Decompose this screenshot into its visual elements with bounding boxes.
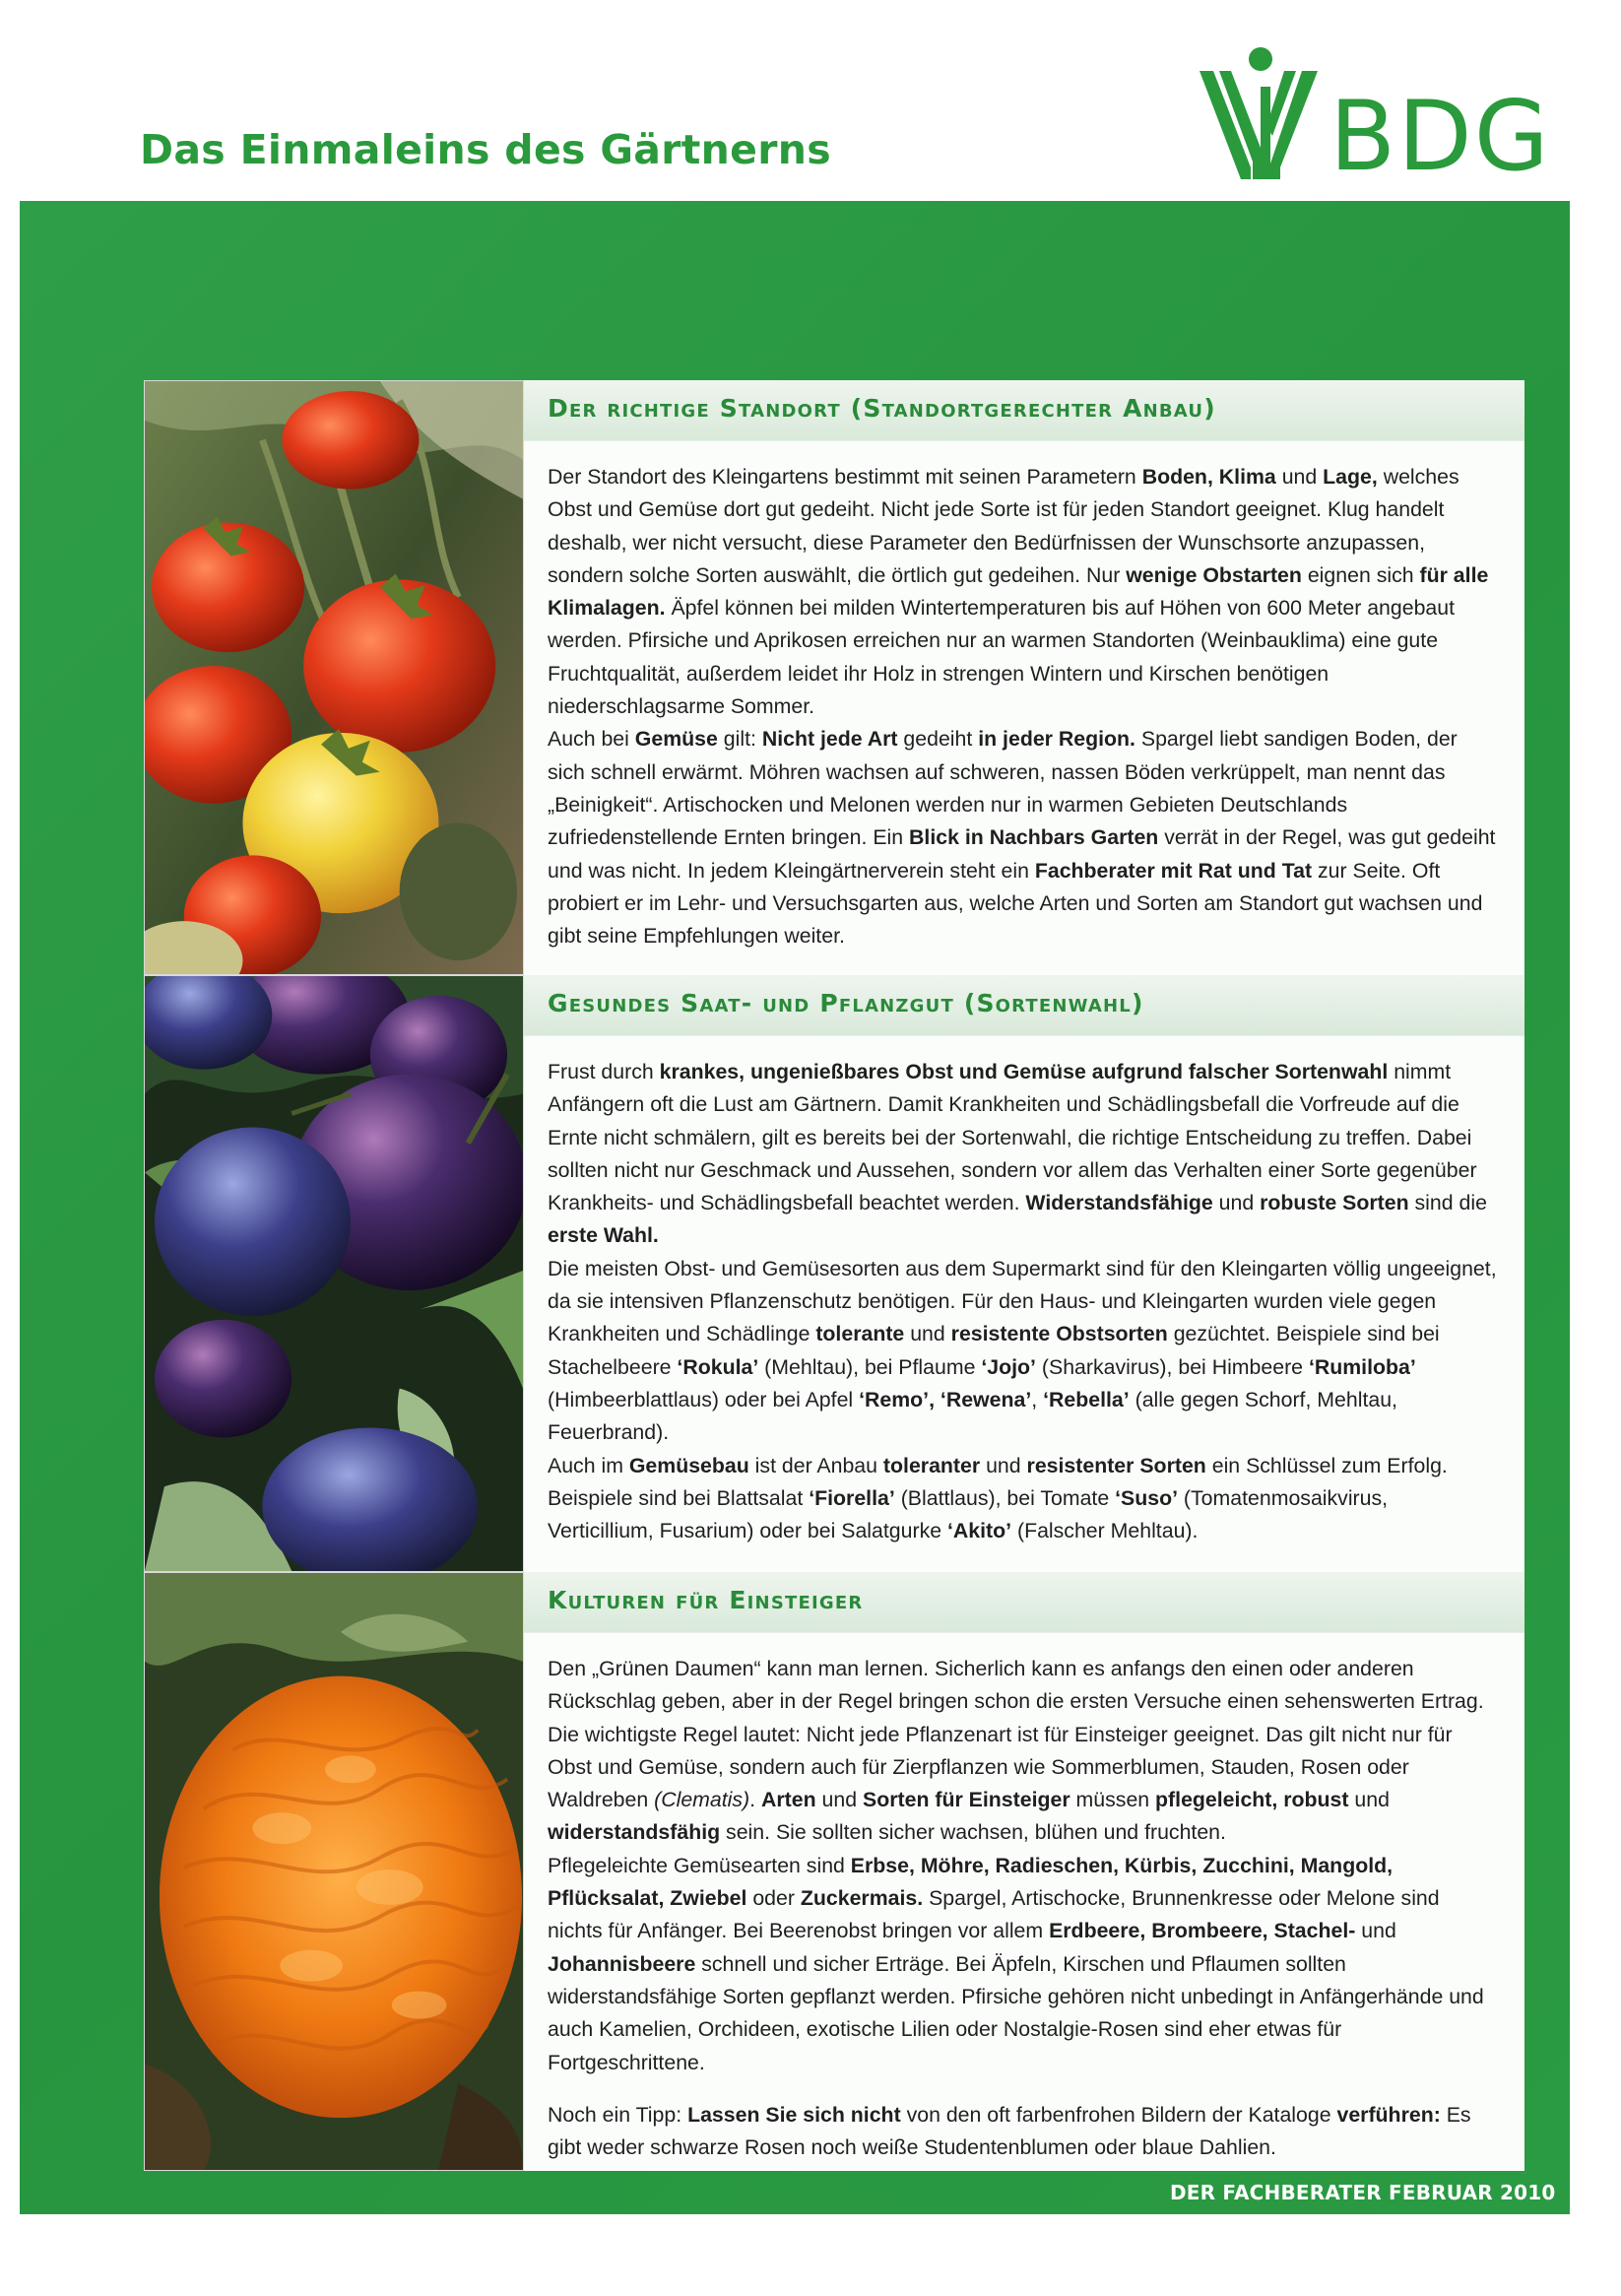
text-run: sind die (1408, 1191, 1487, 1215)
text-run: Spargel, Artischocke, Brunnenkresse oder Melone sind nichts für Anfänger. Bei Beerenobst bringen vor allem (548, 1886, 1440, 1943)
text-run: verrät in der Regel, was gut gedeiht und was nicht. In jedem Kleingärtnerverein steht ein (548, 825, 1496, 883)
bold-text: Johannisbeere (548, 1951, 696, 1976)
text-run: und (1348, 1788, 1390, 1812)
bold-text: Lage, (1323, 465, 1378, 489)
section-body (524, 1036, 1524, 1547)
tomatoes-photo (144, 380, 524, 975)
text-run: müssen (1070, 1788, 1156, 1812)
bold-text: Lassen Sie sich nicht (687, 2102, 901, 2127)
bold-text: Nicht jede Art (761, 727, 898, 752)
section-body (524, 1633, 1524, 2164)
logo-text: BDG (1329, 81, 1551, 193)
text-run: und (904, 1322, 951, 1346)
text-run: gilt: (717, 727, 762, 752)
text-run: ist der Anbau (748, 1453, 883, 1477)
marigold-photo (144, 1572, 524, 2171)
paragraph (548, 2099, 1499, 2165)
text-run: (Sharkavirus), bei Himbeere (1035, 1354, 1309, 1379)
bold-text: ‘Remo’, ‘Rewena’ (859, 1387, 1032, 1411)
bold-text: tolerante (815, 1322, 905, 1346)
text-run: Es gibt weder schwarze Rosen noch weiße Studentenblumen oder blaue Dahlien. (548, 2102, 1471, 2160)
section-standort (144, 380, 1524, 975)
bold-text: Erbse, Möhre, Radieschen, Kürbis, Zucchini, Mangold, Pflücksalat, Zwiebel (548, 1853, 1394, 1911)
bold-text: Fachberater mit Rat und Tat (1034, 858, 1313, 883)
content-card (144, 380, 1524, 2171)
bold-text: ‘Rebella’ (1043, 1387, 1130, 1411)
text-run: zur Seite. Oft probiert er im Lehr- und Versuchsgarten aus, welche Arten und Sorten am Standort gut wachsen und gibt seine Empfehlungen weiter. (548, 858, 1483, 949)
bold-text: toleranter (882, 1453, 981, 1477)
bold-text: Sorten für Einsteiger (863, 1788, 1070, 1812)
bold-text: ‘Suso’ (1115, 1485, 1179, 1510)
text-run: Spargel liebt sandigen Boden, der sich schnell erwärmt. Möhren wachsen auf schweren, nassen Böden verkrüppelt, man nennt das „Beinigkeit“. Artischocken und Melonen werden nur in warmen Gebieten Deutschlands zufriedenstellende Ernten bringen. Ein (548, 727, 1458, 850)
section-heading: Gesundes Saat- und Pflanzgut (Sortenwahl) (524, 975, 1524, 1036)
section-sortenwahl (144, 975, 1524, 1572)
text-run: Der Standort des Kleingartens bestimmt mit seinen Parametern (548, 465, 1142, 489)
paragraph (548, 723, 1499, 952)
bold-text: krankes, ungenießbares Obst und Gemüse aufgrund falscher Sortenwahl (659, 1060, 1389, 1083)
text-run: (Clematis) (654, 1788, 750, 1812)
text-run: und (980, 1453, 1027, 1477)
text-run: ein Schlüssel zum Erfolg. Beispiele sind bei Blattsalat (548, 1453, 1448, 1510)
section-einsteiger (144, 1572, 1524, 2171)
text-run: Äpfel können bei milden Wintertemperaturen bis auf Höhen von 600 Meter angebaut werden. Pfirsiche und Aprikosen erreichen nur an warmen Standorten (Weinbauklima) eine gute Fruchtqualität, außerdem leidet ihr Holz in strengen Wintern und Kirschen benötigen niederschlagsarme Sommer. (548, 596, 1456, 719)
bdg-logo-mark-icon (1192, 41, 1329, 189)
bold-text: Zuckermais. (800, 1886, 924, 1911)
bold-text: Erdbeere, Brombeere, Stachel- (1049, 1919, 1356, 1943)
bold-text: ‘Akito’ (946, 1519, 1012, 1543)
einsteiger-text (524, 1572, 1524, 2171)
footer-issue: DER FACHBERATER FEBRUAR 2010 (1170, 2181, 1556, 2204)
bold-text: ‘Rumiloba’ (1308, 1354, 1416, 1379)
text-run: Die meisten Obst- und Gemüsesorten aus dem Supermarkt sind für den Kleingarten völlig ungeeignet, da sie intensiven Pflanzenschutz benötigen. Für den Haus- und Kleingarten wurden viele gegen Krankheiten und Schädlinge (548, 1256, 1497, 1346)
bold-text: ‘Jojo’ (981, 1354, 1036, 1379)
text-run: (Mehltau), bei Pflaume (758, 1354, 982, 1379)
text-run: Noch ein Tipp: (548, 2102, 688, 2127)
paragraph (548, 1653, 1499, 1850)
standort-text (524, 380, 1524, 975)
section-heading: Der richtige Standort (Standortgerechter Anbau) (524, 380, 1524, 441)
text-run: und (1355, 1919, 1396, 1943)
bold-text: Widerstandsfähige (1025, 1191, 1213, 1215)
bold-text: verführen: (1336, 2102, 1441, 2127)
bold-text: ‘Fiorella’ (809, 1485, 895, 1510)
bold-text: robuste Sorten (1260, 1191, 1409, 1215)
bold-text: Gemüsebau (628, 1453, 749, 1477)
text-run: . (749, 1788, 761, 1812)
text-run: Auch bei (548, 727, 635, 752)
text-run: (Tomatenmosaikvirus, Verticillium, Fusarium) oder bei Salatgurke (548, 1485, 1389, 1543)
text-run: Pflegeleichte Gemüsearten sind (548, 1853, 851, 1877)
section-heading: Kulturen für Einsteiger (524, 1572, 1524, 1633)
bold-text: Arten (761, 1788, 816, 1812)
bold-text: Blick in Nachbars Garten (909, 825, 1159, 850)
bold-text: erste Wahl. (548, 1223, 659, 1248)
paragraph (548, 1253, 1499, 1450)
bold-text: pflegeleicht, robust (1155, 1788, 1349, 1812)
paragraph (548, 1450, 1499, 1548)
text-run: gezüchtet. Beispiele sind bei Stachelbeere (548, 1322, 1440, 1379)
bold-text: widerstandsfähig (548, 1820, 721, 1845)
text-run: (alle gegen Schorf, Mehltau, Feuerbrand). (548, 1387, 1397, 1445)
bold-text: Gemüse (634, 727, 718, 752)
paragraph (548, 1056, 1499, 1253)
text-run: welches Obst und Gemüse dort gut gedeiht. Nicht jede Sorte ist für jeden Standort geeignet. Klug handelt deshalb, wer nicht versucht, diese Parameter den Bedürfnissen der Wunschsorte anzupassen, sondern solche Sorten auswählt, die örtlich gut gedeihen. Nur (548, 465, 1459, 587)
text-run: Frust durch (548, 1060, 660, 1083)
bold-text: resistenter Sorten (1026, 1453, 1206, 1477)
text-run: (Falscher Mehltau). (1011, 1519, 1199, 1543)
text-run: und (1212, 1191, 1261, 1215)
text-run: und (815, 1788, 863, 1812)
text-run: und (1275, 465, 1324, 489)
text-run: Den „Grünen Daumen“ kann man lernen. Sicherlich kann es anfangs den einen oder anderen Rückschlag geben, aber in der Regel bringen schon die ersten Versuche einen sehenswerten Ertrag. Die wichtigste Regel lautet: Nicht jede Pflanzenart ist für Einsteiger geeignet. Das gilt nicht nur für Obst und Gemüse, sondern auch für Zierpflanzen wie Sommerblumen, Stauden, Rosen oder Waldreben (548, 1657, 1484, 1812)
plums-photo (144, 975, 524, 1572)
sortenwahl-text (524, 975, 1524, 1572)
text-run: gedeiht (897, 727, 979, 752)
bold-text: für alle Klimalagen. (548, 562, 1489, 621)
page-title: Das Einmaleins des Gärtnerns (140, 126, 831, 173)
text-run: eignen sich (1301, 562, 1420, 587)
bdg-logo (1192, 41, 1551, 193)
text-run: oder (746, 1886, 801, 1911)
text-run: schnell und sicher Erträge. Bei Äpfeln, Kirschen und Pflaumen sollten widerstandsfähige Sorten gepflanzt werden. Pfirsiche gehören nicht unbedingt in Anfängerhände und auch Kamelien, Orchideen, exotische Lilien oder Nostalgie-Rosen sind eher etwas für Fortgeschrittene. (548, 1951, 1484, 2074)
bold-text: Boden, Klima (1141, 465, 1276, 489)
text-run: Auch im (548, 1453, 629, 1477)
bold-text: resistente Obstsorten (950, 1322, 1168, 1346)
text-run: sein. Sie sollten sicher wachsen, blühen und fruchten. (720, 1820, 1226, 1845)
bold-text: ‘Rokula’ (677, 1354, 759, 1379)
text-run: nimmt Anfängern oft die Lust am Gärtnern. Damit Krankheiten und Schädlingsbefall die Vorfreude auf die Ernte nicht schmälern, gilt es bereits bei der Sortenwahl, die richtige Entscheidung zu treffen. Dabei sollten nicht nur Geschmack und Aussehen, sondern vor allem das Verhalten einer Sorte gegenüber Krankheits- und Schädlingsbefall beachtet werden. (548, 1060, 1477, 1215)
paragraph (548, 1850, 1499, 2079)
bold-text: in jeder Region. (978, 727, 1135, 752)
text-run: (Himbeerblattlaus) oder bei Apfel (548, 1387, 860, 1411)
paragraph (548, 461, 1499, 723)
text-run: , (1031, 1387, 1044, 1411)
text-run: von den oft farbenfrohen Bildern der Kataloge (900, 2102, 1337, 2127)
text-run: (Blattlaus), bei Tomate (894, 1485, 1116, 1510)
section-body (524, 441, 1524, 952)
bold-text: wenige Obstarten (1126, 562, 1302, 587)
